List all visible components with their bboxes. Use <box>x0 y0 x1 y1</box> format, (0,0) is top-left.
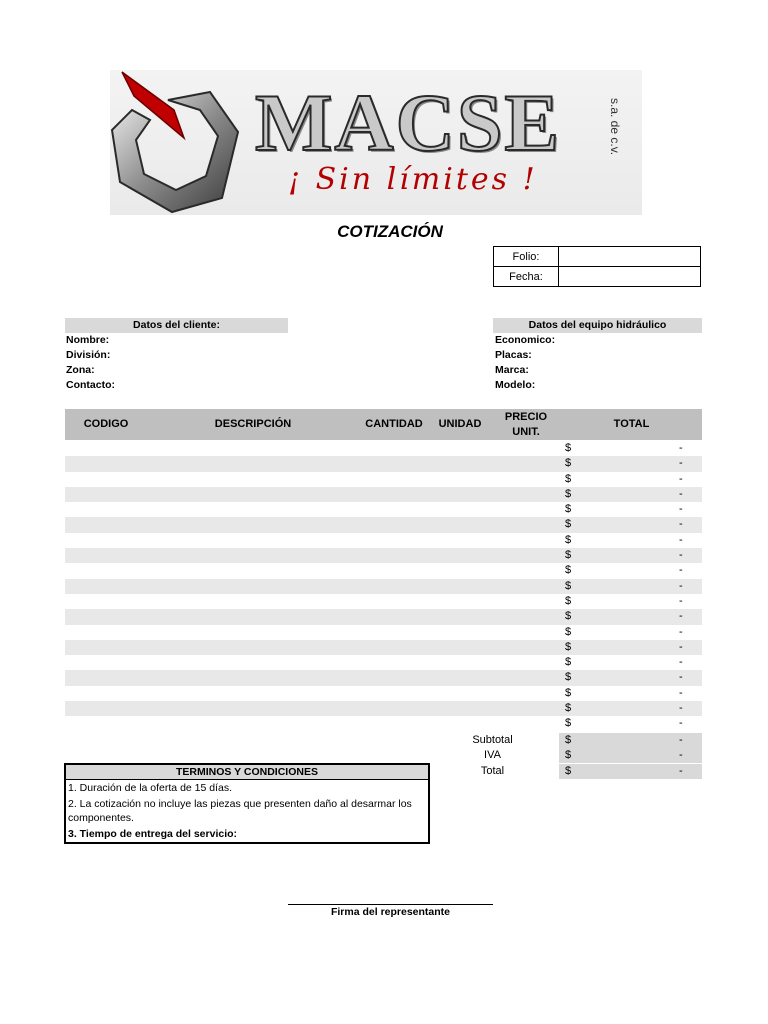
client-field-nombre: Nombre: <box>66 334 110 346</box>
column-header-precio: PRECIO UNIT. <box>504 410 548 438</box>
signature-line <box>288 904 493 905</box>
iva-label: IVA <box>484 749 501 761</box>
subtotal-value: - <box>679 734 683 746</box>
row-total-value: - <box>679 671 683 684</box>
company-logo <box>110 70 642 215</box>
table-row <box>65 609 702 624</box>
equipment-field-economico: Economico: <box>495 334 556 346</box>
terms-line-2: 2. La cotización no incluye las piezas que presenten daño al desarmar los componentes. <box>68 798 412 824</box>
row-total-value: - <box>679 579 683 592</box>
logo-wordmark: MACSE <box>255 77 562 168</box>
row-total-value: - <box>679 564 683 577</box>
row-total-value: - <box>679 472 683 485</box>
currency-symbol: $ <box>565 472 572 485</box>
subtotal-value-cell <box>559 733 702 748</box>
folio-field[interactable] <box>559 247 701 267</box>
currency-symbol: $ <box>565 442 572 454</box>
currency-symbol: $ <box>565 717 572 730</box>
table-row <box>65 579 702 594</box>
row-total-value: - <box>679 533 683 546</box>
logo-suffix: s.a. de c.v. <box>608 98 622 156</box>
column-header-total: TOTAL <box>613 418 650 430</box>
iva-value: - <box>679 749 683 761</box>
table-row <box>65 625 702 640</box>
table-row <box>65 670 702 685</box>
column-header-codigo: CODIGO <box>83 418 129 430</box>
terms-line-3: 3. Tiempo de entrega del servicio: <box>68 828 238 840</box>
row-total-value: - <box>679 503 683 516</box>
terms-box <box>64 763 430 844</box>
iva-value-cell <box>559 748 702 763</box>
document-title: COTIZACIÓN <box>337 222 443 241</box>
table-row <box>65 472 702 487</box>
currency-symbol: $ <box>565 579 572 592</box>
currency-symbol: $ <box>565 671 572 684</box>
terms-header: TERMINOS Y CONDICIONES <box>66 765 428 780</box>
currency-symbol: $ <box>565 749 572 761</box>
currency-symbol: $ <box>565 457 572 470</box>
row-total-value: - <box>679 594 683 607</box>
equipment-section-header: Datos del equipo hidráulico <box>493 318 702 333</box>
row-total-value: - <box>679 518 683 531</box>
folio-table <box>493 246 701 287</box>
total-value: - <box>679 765 683 777</box>
currency-symbol: $ <box>565 487 572 500</box>
currency-symbol: $ <box>565 610 572 623</box>
items-table-header <box>65 409 702 440</box>
row-total-value: - <box>679 625 683 638</box>
terms-line-1: 1. Duración de la oferta de 15 días. <box>68 782 233 794</box>
row-total-value: - <box>679 442 683 454</box>
column-header-cantidad: CANTIDAD <box>365 418 423 430</box>
row-total-value: - <box>679 702 683 715</box>
total-value-cell <box>559 764 702 779</box>
row-total-value: - <box>679 640 683 653</box>
table-row <box>65 502 702 517</box>
row-total-value: - <box>679 656 683 669</box>
row-total-value: - <box>679 686 683 699</box>
currency-symbol: $ <box>565 594 572 607</box>
client-field-division: División: <box>66 349 111 361</box>
table-row <box>65 517 702 532</box>
table-row <box>65 441 702 456</box>
currency-symbol: $ <box>565 702 572 715</box>
column-header-descripcion: DESCRIPCIÓN <box>214 418 292 430</box>
row-total-value: - <box>679 487 683 500</box>
hexagon-logo-icon <box>110 70 260 215</box>
currency-symbol: $ <box>565 765 572 777</box>
equipment-field-marca: Marca: <box>495 364 529 376</box>
table-row <box>65 548 702 563</box>
fecha-field[interactable] <box>559 267 701 287</box>
currency-symbol: $ <box>565 640 572 653</box>
row-total-value: - <box>679 549 683 562</box>
currency-symbol: $ <box>565 734 572 746</box>
table-row <box>65 487 702 502</box>
currency-symbol: $ <box>565 549 572 562</box>
logo-slogan: ¡ Sin límites ! <box>288 162 538 197</box>
client-field-contacto: Contacto: <box>66 379 115 391</box>
folio-label: Folio: <box>494 247 559 267</box>
column-header-unidad: UNIDAD <box>438 418 482 430</box>
items-table-body <box>65 441 702 732</box>
currency-symbol: $ <box>565 503 572 516</box>
table-row <box>65 701 702 716</box>
currency-symbol: $ <box>565 533 572 546</box>
totals-row-iva <box>65 748 702 763</box>
row-total-value: - <box>679 717 683 730</box>
row-total-value: - <box>679 457 683 470</box>
table-row <box>65 533 702 548</box>
currency-symbol: $ <box>565 518 572 531</box>
equipment-field-placas: Placas: <box>495 349 532 361</box>
currency-symbol: $ <box>565 686 572 699</box>
client-field-zona: Zona: <box>66 364 95 376</box>
table-row <box>65 456 702 471</box>
table-row <box>65 716 702 731</box>
totals-row-subtotal <box>65 733 702 748</box>
subtotal-label: Subtotal <box>472 734 513 746</box>
table-row <box>65 640 702 655</box>
client-section-header: Datos del cliente: <box>65 318 288 333</box>
row-total-value: - <box>679 610 683 623</box>
signature-label: Firma del representante <box>330 906 451 918</box>
table-row <box>65 594 702 609</box>
table-row <box>65 563 702 578</box>
table-row <box>65 686 702 701</box>
table-row <box>65 655 702 670</box>
total-label: Total <box>480 765 505 777</box>
fecha-label: Fecha: <box>494 267 559 287</box>
equipment-field-modelo: Modelo: <box>495 379 536 391</box>
currency-symbol: $ <box>565 625 572 638</box>
currency-symbol: $ <box>565 564 572 577</box>
currency-symbol: $ <box>565 656 572 669</box>
